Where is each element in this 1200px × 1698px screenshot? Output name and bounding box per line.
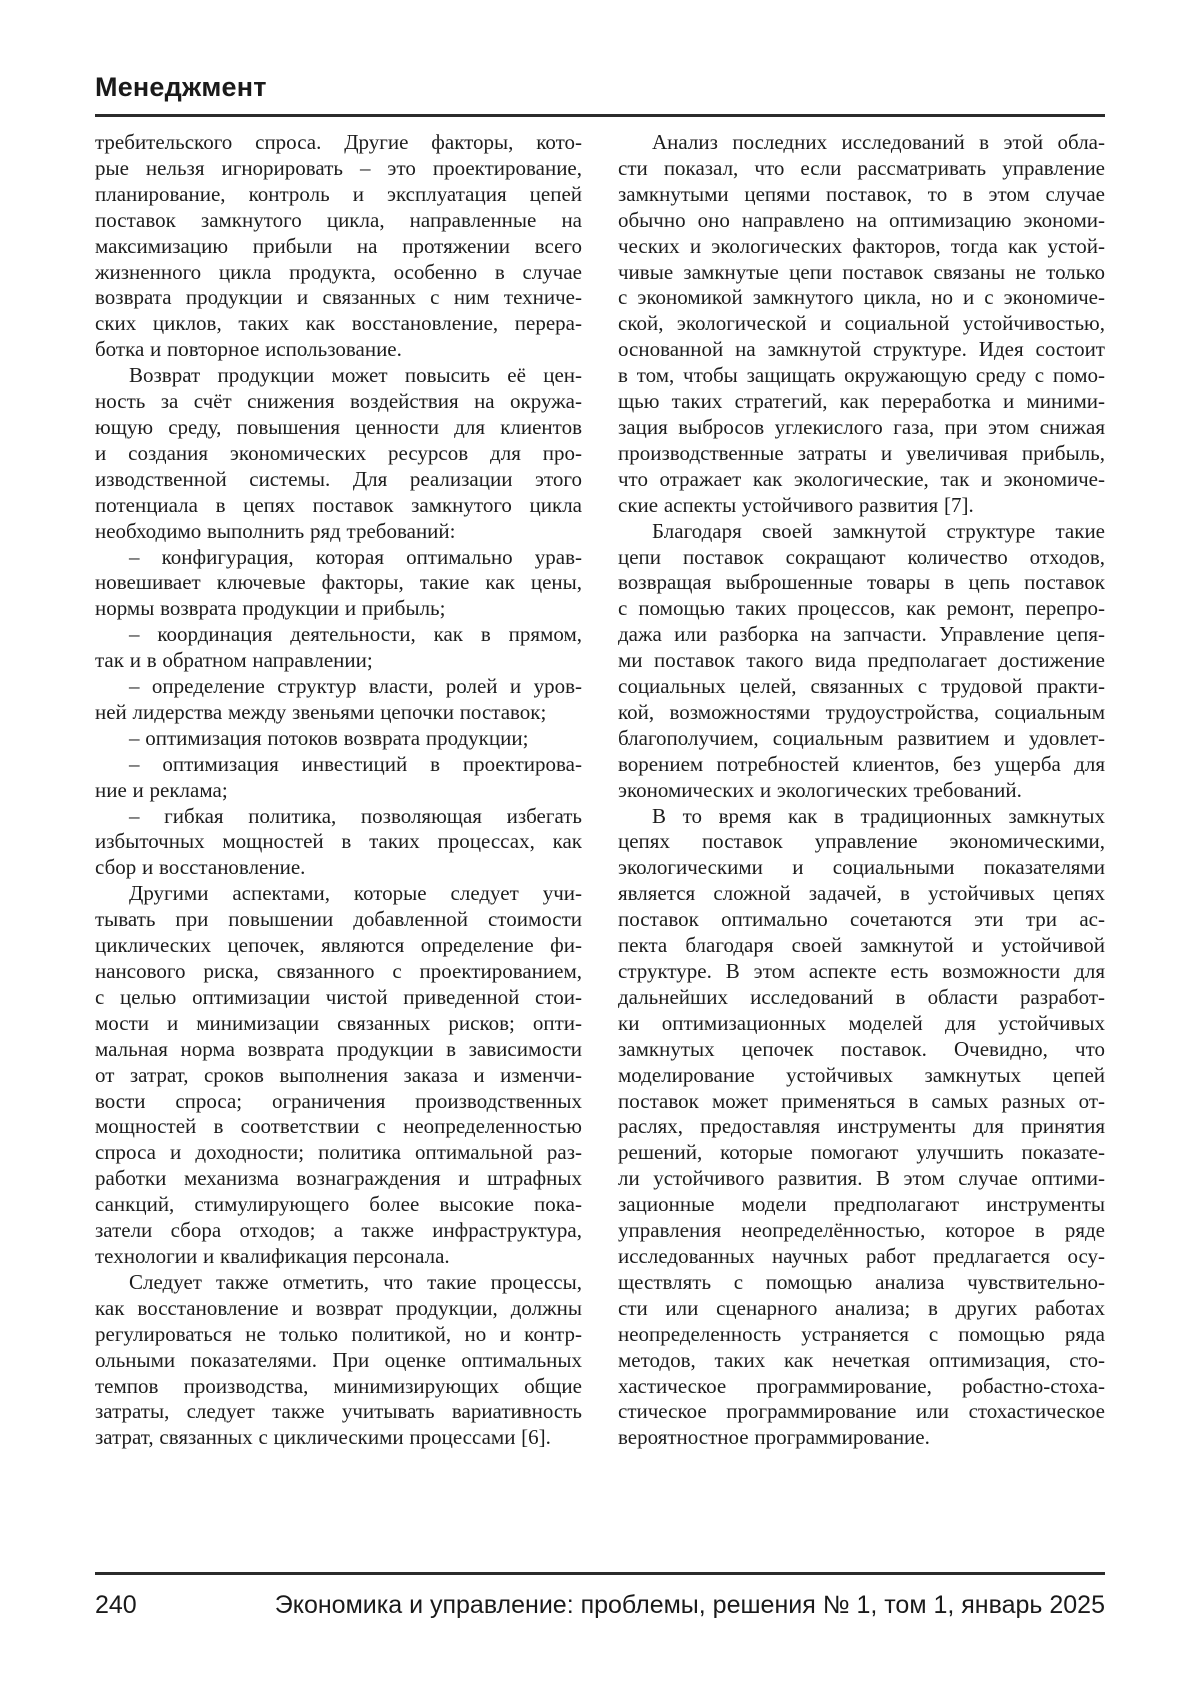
text-line: нормы возврата продукции и прибыль; (95, 596, 446, 621)
text-line: хастическое программирование, робастно-стоха- (618, 1373, 1105, 1398)
text-line: исследованных научных работ предлагается осу- (618, 1243, 1105, 1268)
column-left (95, 130, 582, 1451)
text-line: чивые замкнутые цепи поставок связаны не только (618, 259, 1105, 284)
text-line: с целью оптимизации чистой приведенной стои- (95, 984, 582, 1009)
text-line: дажа или разборка на запчасти. Управление цепя- (618, 622, 1105, 647)
text-line: ворением потребностей клиентов, без ущерба для (618, 751, 1105, 776)
text-line: ки оптимизационных моделей для устойчивых (618, 1010, 1105, 1035)
footer-row (95, 1591, 1105, 1620)
text-line: Другими аспектами, которые следует учи- (129, 881, 582, 906)
text-line: жизненного цикла продукта, особенно в случае (95, 259, 582, 284)
text-line: ской, экологической и социальной устойчивостью, (618, 311, 1105, 336)
text-line: темпов производства, минимизирующих общие (95, 1373, 582, 1398)
text-line: ли устойчивого развития. В этом случае оптими- (618, 1166, 1105, 1191)
text-line: работки механизма вознаграждения и штрафных (95, 1166, 582, 1191)
footer-rule (95, 1572, 1105, 1575)
text-line: производственные затраты и увеличивая прибыль, (618, 440, 1105, 465)
text-line: с экономикой замкнутого цикла, но и с экономиче- (618, 285, 1105, 310)
text-line: планирование, контроль и эксплуатация цепей (95, 181, 582, 206)
text-line: замкнутых цепочек поставок. Очевидно, что (618, 1036, 1105, 1061)
text-line: поставок оптимально сочетаются эти три ас- (618, 907, 1105, 932)
text-line: ческих и экологических факторов, тогда как устой- (618, 233, 1105, 258)
text-line: является сложной задачей, в устойчивых цепях (618, 881, 1105, 906)
text-line: вероятностное программирование. (618, 1425, 930, 1450)
page-header (95, 72, 1105, 125)
text-line: тывать при повышении добавленной стоимости (95, 907, 582, 932)
text-line: благополучием, социальным развитием и удовлет- (618, 725, 1105, 750)
text-line: кой, возможностями трудоустройства, социальным (618, 699, 1105, 724)
text-line: ольными показателями. При оценке оптимальных (95, 1347, 582, 1372)
article-body (95, 130, 1105, 1451)
text-line: – гибкая политика, позволяющая избегать (129, 803, 582, 828)
header-rule (95, 114, 1105, 117)
text-line: затрат, связанных с циклическими процессами [6]. (95, 1425, 551, 1450)
text-line: возврата продукции и связанных с ним техниче- (95, 285, 582, 310)
text-line: ней лидерства между звеньями цепочки поставок; (95, 699, 547, 724)
text-line: регулироваться не только политикой, но и контр- (95, 1321, 582, 1346)
text-line: ние и реклама; (95, 777, 228, 802)
text-line: поставок замкнутого цикла, направленные на (95, 207, 582, 232)
text-line: раслях, предоставляя инструменты для принятия (618, 1114, 1105, 1139)
page-number: 240 (95, 1591, 137, 1619)
text-line: избыточных мощностей в таких процессах, как (95, 829, 582, 854)
text-line: Возврат продукции может повысить её цен- (129, 363, 582, 388)
text-line: сбор и восстановление. (95, 855, 306, 880)
text-line: стическое программирование или стохастическое (618, 1399, 1105, 1424)
text-line: цепях поставок управление экономическими, (618, 829, 1105, 854)
text-line: ботка и повторное использование. (95, 337, 402, 362)
text-line: ность за счёт снижения воздействия на окружа- (95, 389, 582, 414)
text-line: экологическими и социальными показателями (618, 855, 1105, 880)
text-line: что отражает как экологические, так и экономиче- (618, 466, 1105, 491)
page-footer (95, 1572, 1105, 1620)
text-line: ских циклов, таких как восстановление, перера- (95, 311, 582, 336)
text-line: от затрат, сроков выполнения заказа и изменчи- (95, 1062, 582, 1087)
text-line: методов, таких как нечеткая оптимизация, сто- (618, 1347, 1105, 1372)
column-right (618, 130, 1105, 1451)
text-line: управления неопределённостью, которое в ряде (618, 1218, 1105, 1243)
text-line: основанной на замкнутой структуре. Идея состоит (618, 337, 1105, 362)
text-line: замкнутыми цепями поставок, то в этом случае (618, 181, 1105, 206)
text-line: требительского спроса. Другие факторы, кото- (95, 130, 582, 154)
text-line: Анализ последних исследований в этой обла- (652, 130, 1105, 154)
text-line: мости и минимизации связанных рисков; опти- (95, 1010, 582, 1035)
text-line: – координация деятельности, как в прямом, (129, 622, 582, 647)
text-line: поставок может применяться в самых разных от- (618, 1088, 1105, 1113)
text-line: – определение структур власти, ролей и уров- (129, 674, 582, 699)
text-line: нансового риска, связанного с проектированием, (95, 959, 582, 983)
text-line: в том, чтобы защищать окружающую среду с помо- (618, 363, 1105, 388)
text-line: – оптимизация инвестиций в проектирова- (129, 751, 582, 776)
text-line: с помощью таких процессов, как ремонт, перепро- (618, 596, 1105, 621)
text-line: санкций, стимулирующего более высокие пока- (95, 1192, 582, 1217)
text-line: изводственной системы. Для реализации этого (95, 466, 582, 491)
text-line: затели сбора отходов; а также инфраструктура, (95, 1218, 582, 1243)
text-line: спроса и доходности; политика оптимальной раз- (95, 1140, 582, 1165)
text-line: и создания экономических ресурсов для про- (95, 440, 582, 465)
text-line: так и в обратном направлении; (95, 648, 373, 673)
text-line: ющую среду, повышения ценности для клиентов (95, 414, 582, 439)
text-line: – оптимизация потоков возврата продукции; (129, 725, 529, 750)
text-line: цепи поставок сокращают количество отходов, (618, 544, 1105, 569)
text-line: – конфигурация, которая оптимально урав- (129, 544, 582, 569)
text-line: затраты, следует также учитывать вариативность (95, 1399, 582, 1424)
text-line: Следует также отметить, что такие процессы, (129, 1269, 582, 1294)
text-line: рые нельзя игнорировать – это проектирование, (95, 155, 582, 180)
text-line: как восстановление и возврат продукции, должны (95, 1295, 582, 1320)
text-line: мальная норма возврата продукции в зависимости (95, 1036, 582, 1061)
text-line: мощностей в соответствии с неопределенностью (95, 1114, 582, 1139)
text-line: потенциала в цепях поставок замкнутого цикла (95, 492, 582, 517)
text-line: технологии и квалификация персонала. (95, 1243, 450, 1268)
text-line: ские аспекты устойчивого развития [7]. (618, 492, 974, 517)
text-line: пекта благодаря своей замкнутой и устойчивой (618, 933, 1105, 958)
text-line: социальных целей, связанных с трудовой практи- (618, 674, 1105, 699)
text-line: возвращая выброшенные товары в цепь поставок (618, 570, 1105, 595)
text-line: максимизацию прибыли на протяжении всего (95, 233, 582, 258)
text-line: циклических цепочек, являются определение фи- (95, 933, 582, 958)
text-line: сти показал, что если рассматривать управление (618, 155, 1105, 180)
section-title: Менеджмент (95, 72, 267, 102)
text-line: необходимо выполнить ряд требований: (95, 518, 456, 543)
text-line: новешивает ключевые факторы, такие как цены, (95, 570, 582, 595)
text-line: структуре. В этом аспекте есть возможности для (618, 959, 1105, 983)
text-line: сти или сценарного анализа; в других работах (618, 1295, 1105, 1320)
text-line: ми поставок такого вида предполагает достижение (618, 648, 1105, 673)
text-line: Благодаря своей замкнутой структуре такие (652, 518, 1105, 543)
text-line: решений, которые помогают улучшить показате- (618, 1140, 1105, 1165)
text-line: моделирование устойчивых замкнутых цепей (618, 1062, 1105, 1087)
journal-title-line: Экономика и управление: проблемы, решения № 1, том 1, январь 2025 (274, 1591, 1105, 1619)
text-line: зация выбросов углекислого газа, при этом снижая (618, 414, 1105, 439)
text-line: экономических и экологических требований. (618, 777, 1022, 802)
text-line: дальнейших исследований в области разработ- (618, 984, 1105, 1009)
text-line: вости спроса; ограничения производственных (95, 1088, 582, 1113)
text-line: неопределенность устраняется с помощью ряда (618, 1321, 1105, 1346)
text-line: щью таких стратегий, как переработка и миними- (618, 389, 1105, 414)
text-line: обычно оно направлено на оптимизацию экономи- (618, 207, 1105, 232)
text-line: зационные модели предполагают инструменты (618, 1192, 1105, 1217)
text-line: ществлять с помощью анализа чувствительно- (618, 1269, 1105, 1294)
text-line: В то время как в традиционных замкнутых (652, 803, 1105, 828)
